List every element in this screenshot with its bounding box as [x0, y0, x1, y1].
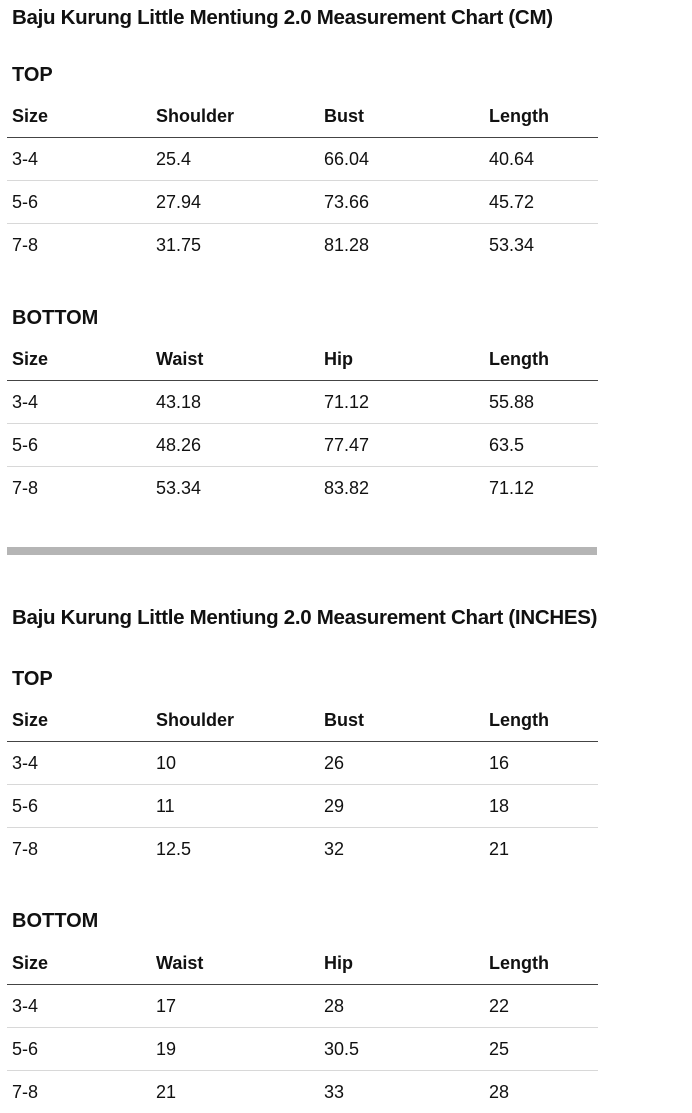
measurement-cell: 53.34	[484, 224, 598, 267]
table-top-inches	[7, 699, 598, 870]
measurement-cell: 81.28	[319, 224, 484, 267]
measurement-cell: 63.5	[484, 424, 598, 467]
size-cell: 3-4	[7, 742, 151, 785]
size-cell: 3-4	[7, 381, 151, 424]
table-row	[7, 138, 598, 181]
measurement-cell: 22	[484, 985, 598, 1028]
measurement-cell: 71.12	[484, 467, 598, 510]
table-row	[7, 1071, 598, 1113]
measurement-cell: 45.72	[484, 181, 598, 224]
measurement-cell: 83.82	[319, 467, 484, 510]
measurement-cell: 28	[484, 1071, 598, 1113]
table-bottom-cm	[7, 338, 598, 509]
measurement-cell: 16	[484, 742, 598, 785]
table-row	[7, 224, 598, 267]
column-header: Length	[484, 338, 598, 381]
size-cell: 3-4	[7, 138, 151, 181]
table-row	[7, 828, 598, 871]
measurement-cell: 10	[151, 742, 319, 785]
table-header-row	[7, 338, 598, 381]
measurement-cell: 12.5	[151, 828, 319, 871]
measurement-cell: 77.47	[319, 424, 484, 467]
measurement-cell: 21	[484, 828, 598, 871]
table-row	[7, 1028, 598, 1071]
measurement-cell: 21	[151, 1071, 319, 1113]
column-header: Bust	[319, 95, 484, 138]
measurement-cell: 30.5	[319, 1028, 484, 1071]
column-header: Waist	[151, 338, 319, 381]
size-cell: 7-8	[7, 224, 151, 267]
measurement-cell: 55.88	[484, 381, 598, 424]
measurement-cell: 43.18	[151, 381, 319, 424]
table-header-row	[7, 942, 598, 985]
measurement-cell: 28	[319, 985, 484, 1028]
measurement-cell: 40.64	[484, 138, 598, 181]
measurement-cell: 11	[151, 785, 319, 828]
measurement-cell: 25.4	[151, 138, 319, 181]
section-heading-bottom-cm: BOTTOM	[12, 306, 98, 330]
measurement-cell: 32	[319, 828, 484, 871]
measurement-cell: 66.04	[319, 138, 484, 181]
size-cell: 5-6	[7, 424, 151, 467]
size-cell: 3-4	[7, 985, 151, 1028]
measurement-cell: 25	[484, 1028, 598, 1071]
column-header: Length	[484, 699, 598, 742]
size-cell: 5-6	[7, 1028, 151, 1071]
section-heading-top-cm: TOP	[12, 63, 53, 87]
size-cell: 5-6	[7, 181, 151, 224]
measurement-cell: 48.26	[151, 424, 319, 467]
measurement-cell: 27.94	[151, 181, 319, 224]
measurement-cell: 53.34	[151, 467, 319, 510]
column-header: Shoulder	[151, 699, 319, 742]
column-header: Shoulder	[151, 95, 319, 138]
section-divider	[7, 547, 597, 555]
table-header-row	[7, 699, 598, 742]
chart-title-cm: Baju Kurung Little Mentiung 2.0 Measurement Chart (CM)	[12, 6, 553, 30]
table-row	[7, 467, 598, 510]
size-cell: 5-6	[7, 785, 151, 828]
column-header: Hip	[319, 942, 484, 985]
table-bottom-inches	[7, 942, 598, 1113]
size-cell: 7-8	[7, 828, 151, 871]
size-cell: 7-8	[7, 1071, 151, 1113]
measurement-cell: 17	[151, 985, 319, 1028]
column-header: Size	[7, 95, 151, 138]
table-top-cm	[7, 95, 598, 266]
table-row	[7, 181, 598, 224]
table-header-row	[7, 95, 598, 138]
measurement-cell: 26	[319, 742, 484, 785]
column-header: Bust	[319, 699, 484, 742]
column-header: Length	[484, 95, 598, 138]
measurement-cell: 31.75	[151, 224, 319, 267]
column-header: Hip	[319, 338, 484, 381]
table-row	[7, 742, 598, 785]
section-heading-bottom-inches: BOTTOM	[12, 909, 98, 933]
column-header: Size	[7, 942, 151, 985]
column-header: Length	[484, 942, 598, 985]
table-row	[7, 985, 598, 1028]
measurement-cell: 19	[151, 1028, 319, 1071]
size-cell: 7-8	[7, 467, 151, 510]
chart-title-inches: Baju Kurung Little Mentiung 2.0 Measurement Chart (INCHES)	[12, 606, 597, 630]
table-row	[7, 424, 598, 467]
column-header: Size	[7, 338, 151, 381]
table-row	[7, 381, 598, 424]
column-header: Size	[7, 699, 151, 742]
measurement-cell: 29	[319, 785, 484, 828]
measurement-cell: 71.12	[319, 381, 484, 424]
measurement-cell: 73.66	[319, 181, 484, 224]
column-header: Waist	[151, 942, 319, 985]
table-row	[7, 785, 598, 828]
measurement-cell: 18	[484, 785, 598, 828]
section-heading-top-inches: TOP	[12, 667, 53, 691]
measurement-cell: 33	[319, 1071, 484, 1113]
